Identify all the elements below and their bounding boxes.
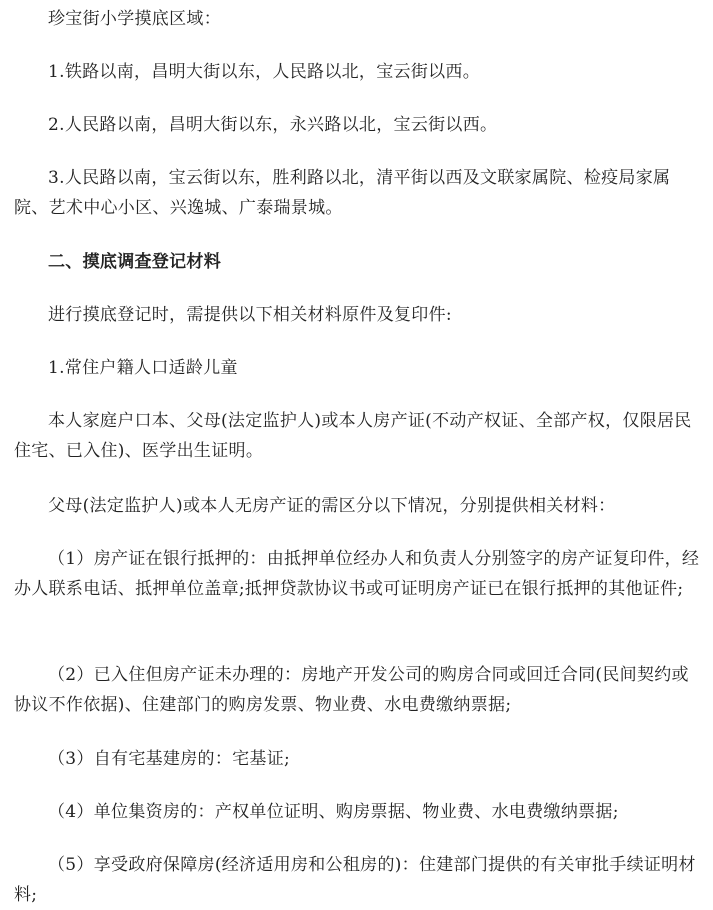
no-property-intro: 父母(法定监护人)或本人无房产证的需区分以下情况，分别提供相关材料： — [48, 496, 616, 516]
region-title: 珍宝街小学摸底区域： — [48, 9, 221, 29]
section-heading: 二、摸底调查登记材料 — [48, 252, 221, 272]
region-item-3: 3.人民路以南，宝云街以东，胜利路以北，清平街以西及文联家属院、检疫局家属院、艺术中心小区、兴逸城、广泰瑞景城。 — [14, 168, 671, 218]
case-4-collective-housing: （4）单位集资房的：产权单位证明、购房票据、物业费、水电费缴纳票据; — [48, 802, 619, 822]
case-3-homestead: （3）自有宅基建房的：宅基证; — [48, 749, 291, 769]
case-1-mortgaged: （1）房产证在银行抵押的：由抵押单位经办人和负责人分别签字的房产证复印件，经办人联系电话、抵押单位盖章;抵押贷款协议书或可证明房产证已在银行抵押的其他证件; — [14, 549, 700, 599]
region-item-1: 1.铁路以南，昌明大街以东，人民路以北，宝云街以西。 — [48, 62, 481, 82]
case-2-unregistered: （2）已入住但房产证未办理的：房地产开发公司的购房合同或回迁合同(民间契约或协议不作依据)、住建部门的购房发票、物业费、水电费缴纳票据; — [14, 665, 689, 715]
case-5-subsidized-housing: （5）享受政府保障房(经济适用房和公租房的)：住建部门提供的有关审批手续证明材料; — [14, 855, 696, 905]
materials-intro: 进行摸底登记时，需提供以下相关材料原件及复印件: — [48, 305, 452, 325]
category-1-materials: 本人家庭户口本、父母(法定监护人)或本人房产证(不动产权证、全部产权，仅限居民住宅、已入住)、医学出生证明。 — [14, 411, 692, 461]
region-item-2: 2.人民路以南，昌明大街以东，永兴路以北，宝云街以西。 — [48, 115, 498, 135]
category-1-title: 1.常住户籍人口适龄儿童 — [48, 358, 238, 378]
